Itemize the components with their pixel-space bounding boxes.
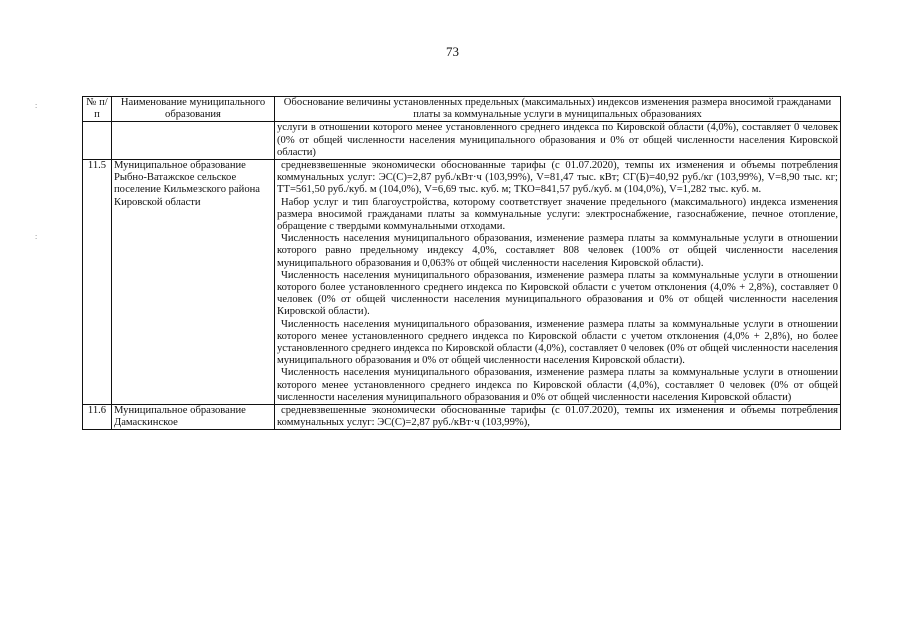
municipality-name: Муниципальное образование Рыбно-Ватажское сельское поселение Кильмезского района Кировской области bbox=[112, 160, 275, 405]
page-number: 73 bbox=[446, 44, 459, 59]
basis-paragraph: Набор услуг и тип благоустройства, которому соответствует значение предельного (максимального) индекса изменения размера вносимой гражданами платы за коммунальные услуги: электроснабжение, газоснабжение, печное отопление, обращение с твердыми коммунальными отходами. bbox=[277, 196, 838, 233]
basis-text bbox=[275, 405, 841, 430]
margin-mark: : bbox=[35, 232, 38, 241]
row-number bbox=[83, 122, 112, 160]
basis-paragraph: Численность населения муниципального образования, изменение размера платы за коммунальные услуги в отношении которого менее установленного среднего индекса по Кировской области (4,0%), составляет 0 человек (0% от общей численности населения муниципального образования и 0% от общей численности населения Кировской области) bbox=[277, 367, 838, 403]
table-row bbox=[83, 405, 841, 430]
basis-paragraph: услуги в отношении которого менее установленного среднего индекса по Кировской области (4,0%), составляет 0 человек (0% от общей численности населения муниципального образования и 0% от общей численности населения Кировской области) bbox=[277, 122, 838, 158]
tariff-index-table bbox=[82, 96, 841, 430]
basis-paragraph: Численность населения муниципального образования, изменение размера платы за коммунальные услуги в отношении которого более установленного среднего индекса по Кировской области с учетом отклонения (4,0% + 2,8%), составляет 0 человек (0% от общей численности населения муниципального образования и 0% от общей численности населения Кировской области). bbox=[277, 269, 838, 318]
header-basis: Обоснование величины установленных предельных (максимальных) индексов изменения размера вносимой гражданами платы за коммунальные услуги в муниципальных образованиях bbox=[275, 97, 841, 122]
table-row bbox=[83, 122, 841, 160]
basis-paragraph: Численность населения муниципального образования, изменение размера платы за коммунальные услуги в отношении которого равно предельному индексу 4,0%, составляет 808 человек (100% от общей численности населения муниципального образования и 0,063% от общей численности населения Кировской области). bbox=[277, 233, 838, 269]
municipality-name bbox=[112, 122, 275, 160]
row-number: 11.5 bbox=[83, 160, 112, 405]
basis-text bbox=[275, 160, 841, 405]
header-number: № п/п bbox=[83, 97, 112, 122]
table-row bbox=[83, 160, 841, 405]
row-number: 11.6 bbox=[83, 405, 112, 430]
basis-paragraph: средневзвешенные экономически обоснованные тарифы (с 01.07.2020), темпы их изменения и объемы потребления коммунальных услуг: ЭС(С)=2,87 руб./кВт·ч (103,99%), bbox=[277, 405, 838, 429]
header-municipality-name: Наименование муниципального образования bbox=[112, 97, 275, 122]
basis-text bbox=[275, 122, 841, 160]
margin-mark: : bbox=[35, 101, 38, 110]
municipality-name: Муниципальное образование Дамаскинское bbox=[112, 405, 275, 430]
basis-paragraph: средневзвешенные экономически обоснованные тарифы (с 01.07.2020), темпы их изменения и объемы потребления коммунальных услуг: ЭС(С)=2,87 руб./кВт·ч (103,99%), V=81,47 тыс. кВт; СГ(Б)=40,92 руб./кг (103,99%), V=8,90 тыс. кг; ТТ=561,50 руб./куб. м (104,0%), V=6,69 тыс. куб. м; ТКО=841,57 руб./куб. м (104,0%), V=1,282 тыс. куб. м. bbox=[277, 160, 838, 196]
table-header-row bbox=[83, 97, 841, 122]
basis-paragraph: Численность населения муниципального образования, изменение размера платы за коммунальные услуги в отношении которого менее установленного среднего индекса по Кировской области с учетом отклонения (4,0% + 2,8%), но более установленного среднего индекса по Кировской области (4,0%), составляет 0 человек (0% от общей численности населения муниципального образования и 0% от общей численности населения Кировской области). bbox=[277, 318, 838, 367]
